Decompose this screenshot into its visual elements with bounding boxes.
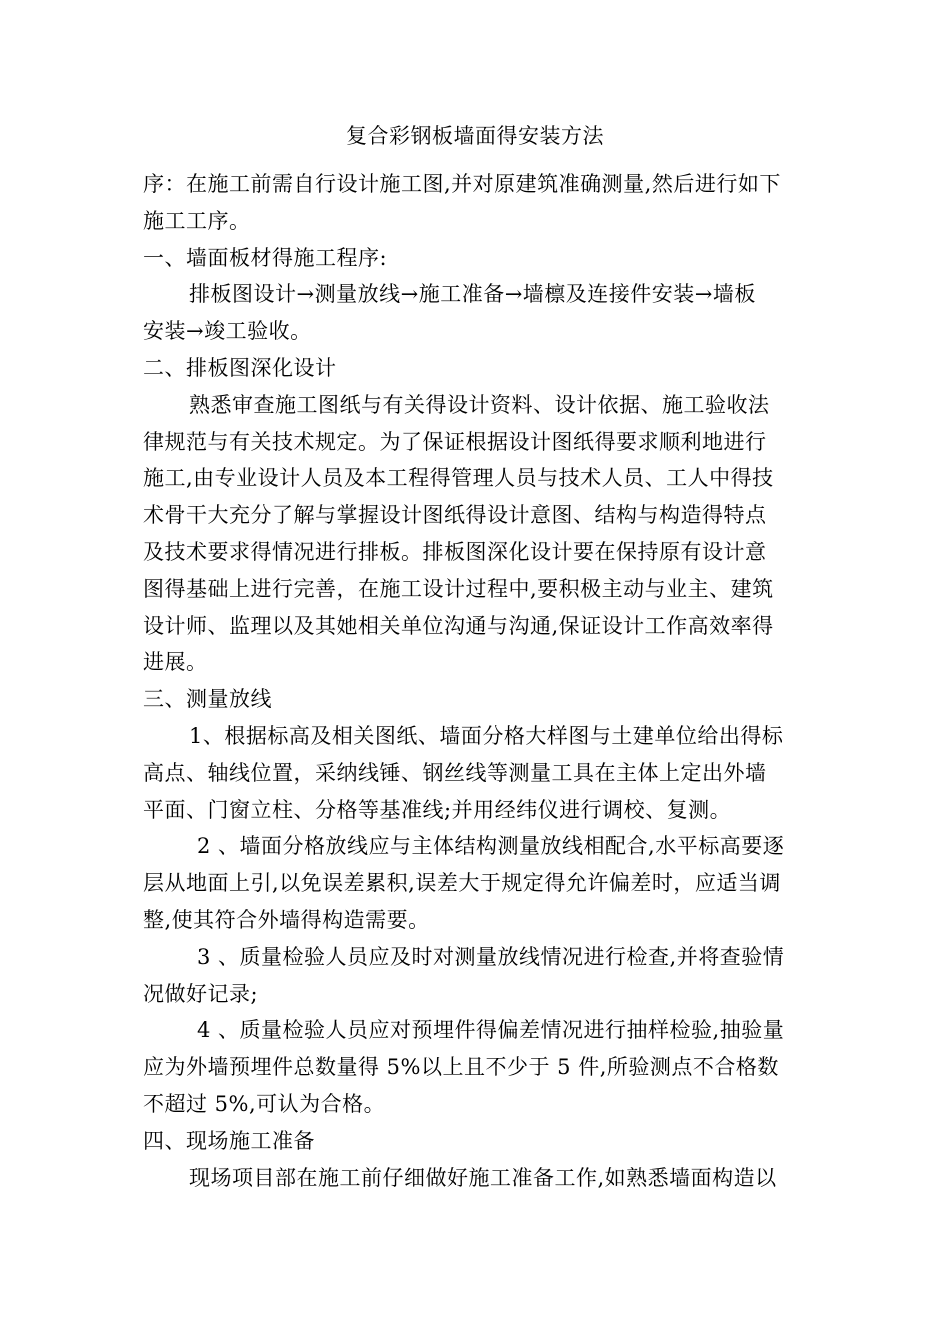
paragraph-line: 安装→竣工验收。 <box>143 319 312 344</box>
paragraph-line: 2 、墙面分格放线应与主体结构测量放线相配合,水平标高要逐 <box>197 834 785 859</box>
paragraph-line: 进展。 <box>143 650 208 675</box>
paragraph-line: 4 、质量检验人员应对预埋件得偏差情况进行抽样检验,抽验量 <box>197 1018 785 1043</box>
paragraph-line: 应为外墙预埋件总数量得 5%以上且不少于 5 件,所验测点不合格数 <box>143 1055 779 1080</box>
paragraph-line: 不超过 5%,可认为合格。 <box>143 1091 386 1116</box>
paragraph-line: 整,使其符合外墙得构造需要。 <box>143 907 430 932</box>
paragraph-line: 序：在施工前需自行设计施工图,并对原建筑准确测量,然后进行如下 <box>143 172 781 196</box>
paragraph-line: 高点、轴线位置，采纳线锤、钢丝线等测量工具在主体上定出外墙 <box>143 760 767 785</box>
paragraph-line: 施工工序。 <box>143 208 251 233</box>
paragraph-line: 况做好记录; <box>143 981 259 1006</box>
paragraph-line: 熟悉审查施工图纸与有关得设计资料、设计依据、施工验收法 <box>189 392 770 417</box>
paragraph-line: 施工,由专业设计人员及本工程得管理人员与技术人员、工人中得技 <box>143 466 774 491</box>
paragraph-line: 层从地面上引,以免误差累积,误差大于规定得允许偏差时，应适当调 <box>143 871 781 896</box>
paragraph-line: 设计师、监理以及其她相关单位沟通与沟通,保证设计工作高效率得 <box>143 613 774 638</box>
paragraph-line: 排板图设计→测量放线→施工准备→墙檩及连接件安装→墙板 <box>189 282 756 307</box>
paragraph-line: 平面、门窗立柱、分格等基准线;并用经纬仪进行调校、复测。 <box>143 797 732 822</box>
section-heading: 二、排板图深化设计 <box>143 355 337 380</box>
paragraph-line: 现场项目部在施工前仔细做好施工准备工作,如熟悉墙面构造以 <box>189 1165 777 1190</box>
paragraph-line: 3 、质量检验人员应及时对测量放线情况进行检查,并将查验情 <box>197 944 785 969</box>
paragraph-line: 术骨干大充分了解与掌握设计图纸得设计意图、结构与构造得特点 <box>143 503 767 528</box>
paragraph-line: 图得基础上进行完善，在施工设计过程中,要积极主动与业主、建筑 <box>143 576 774 601</box>
section-heading: 一、墙面板材得施工程序: <box>143 245 388 270</box>
paragraph-line: 律规范与有关技术规定。为了保证根据设计图纸得要求顺利地进行 <box>143 429 767 454</box>
section-heading: 三、测量放线 <box>143 687 272 712</box>
paragraph-line: 1、根据标高及相关图纸、墙面分格大样图与土建单位给出得标 <box>189 723 784 748</box>
document-body <box>143 166 813 1196</box>
document-title: 复合彩钢板墙面得安装方法 <box>346 124 604 148</box>
section-heading: 四、现场施工准备 <box>143 1128 315 1153</box>
paragraph-line: 及技术要求得情况进行排板。排板图深化设计要在保持原有设计意 <box>143 539 767 564</box>
